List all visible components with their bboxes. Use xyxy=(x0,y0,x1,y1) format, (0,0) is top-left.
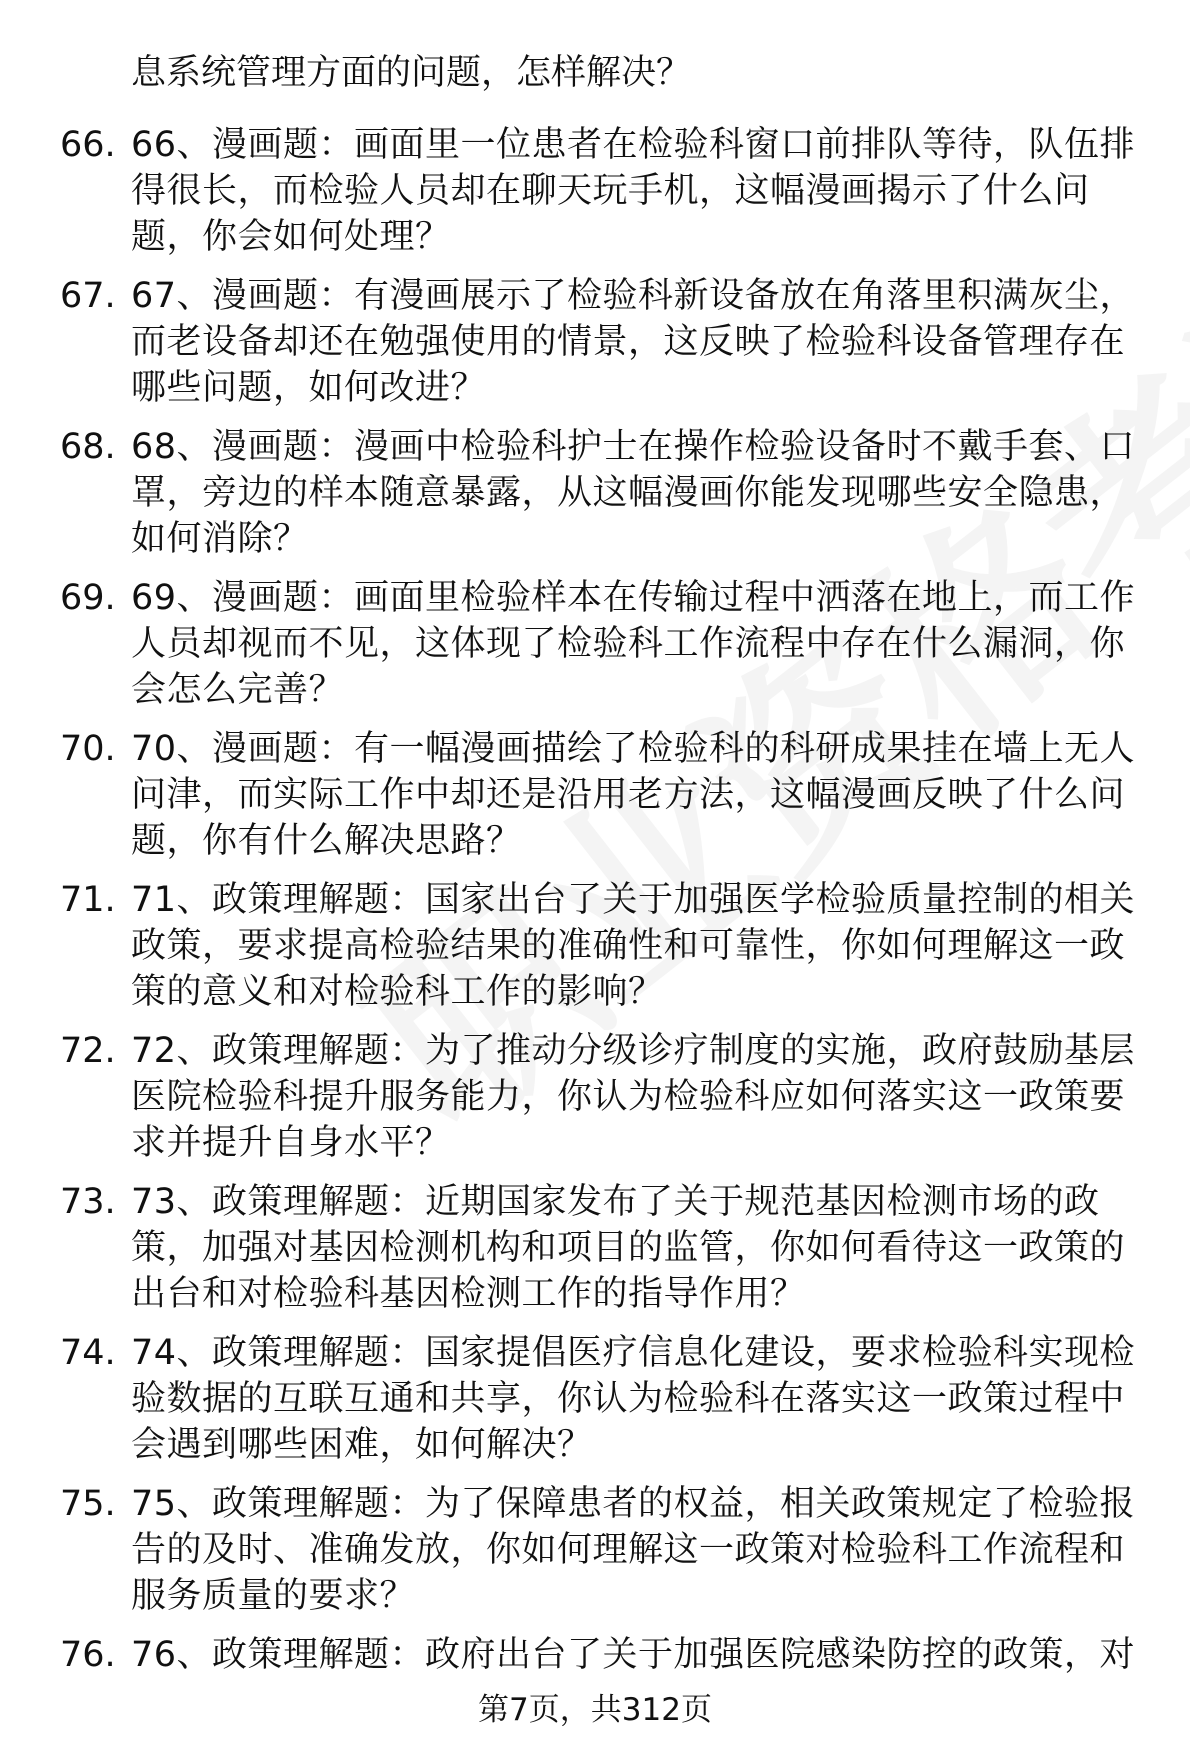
list-item xyxy=(0,1330,1190,1481)
item-number: 70. xyxy=(60,729,116,769)
item-text: 73、政策理解题：近期国家发布了关于规范基因检测市场的政策，加强对基因检测机构和项目的监管，你如何看待这一政策的出台和对检验科基因检测工作的指导作用？ xyxy=(131,1182,1126,1314)
item-number: 75. xyxy=(60,1484,116,1524)
item-number: 74. xyxy=(60,1333,116,1373)
list-item xyxy=(0,1632,1190,1682)
list-item xyxy=(0,1481,1190,1632)
item-number: 71. xyxy=(60,880,116,920)
item-text: 69、漫画题：画面里检验样本在传输过程中洒落在地上，而工作人员却视而不见，这体现了检验科工作流程中存在什么漏洞，你会怎么完善？ xyxy=(131,578,1136,710)
item-number: 69. xyxy=(60,578,116,618)
item-number: 67. xyxy=(60,276,116,316)
item-text: 67、漫画题：有漫画展示了检验科新设备放在角落里积满灰尘，而老设备却还在勉强使用的情景，这反映了检验科设备管理存在哪些问题，如何改进？ xyxy=(131,276,1136,408)
item-text: 68、漫画题：漫画中检验科护士在操作检验设备时不戴手套、口罩，旁边的样本随意暴露，从这幅漫画你能发现哪些安全隐患，如何消除？ xyxy=(131,427,1136,559)
list-item xyxy=(0,877,1190,1028)
item-text: 76、政策理解题：政府出台了关于加强医院感染防控的政策，对 xyxy=(131,1635,1136,1675)
item-text: 71、政策理解题：国家出台了关于加强医学检验质量控制的相关政策，要求提高检验结果的准确性和可靠性，你如何理解这一政策的意义和对检验科工作的影响？ xyxy=(131,880,1136,1012)
list-item xyxy=(0,575,1190,726)
page-footer: 第7页，共312页 xyxy=(478,1692,712,1728)
item-number: 68. xyxy=(60,427,116,467)
item-number: 76. xyxy=(60,1635,116,1675)
item-text: 70、漫画题：有一幅漫画描绘了检验科的科研成果挂在墙上无人问津，而实际工作中却还是沿用老方法，这幅漫画反映了什么问题，你有什么解决思路？ xyxy=(131,729,1136,861)
question-list xyxy=(0,122,1190,1682)
item-number: 66. xyxy=(60,125,116,165)
list-item xyxy=(0,424,1190,575)
item-number: 73. xyxy=(60,1182,116,1222)
list-item xyxy=(0,273,1190,424)
list-item xyxy=(0,1179,1190,1330)
list-item xyxy=(0,726,1190,877)
item-number: 72. xyxy=(60,1031,116,1071)
item-text: 75、政策理解题：为了保障患者的权益，相关政策规定了检验报告的及时、准确发放，你如何理解这一政策对检验科工作流程和服务质量的要求？ xyxy=(131,1484,1136,1616)
item-text: 66、漫画题：画面里一位患者在检验科窗口前排队等待，队伍排得很长，而检验人员却在聊天玩手机，这幅漫画揭示了什么问题，你会如何处理？ xyxy=(131,125,1136,257)
item-text: 72、政策理解题：为了推动分级诊疗制度的实施，政府鼓励基层医院检验科提升服务能力，你认为检验科应如何落实这一政策要求并提升自身水平？ xyxy=(131,1031,1136,1163)
item-text: 74、政策理解题：国家提倡医疗信息化建设，要求检验科实现检验数据的互联互通和共享，你认为检验科在落实这一政策过程中会遇到哪些困难，如何解决？ xyxy=(131,1333,1136,1465)
continuation-text: 息系统管理方面的问题，怎样解决？ xyxy=(131,53,692,93)
list-item xyxy=(0,1028,1190,1179)
list-item xyxy=(0,122,1190,273)
